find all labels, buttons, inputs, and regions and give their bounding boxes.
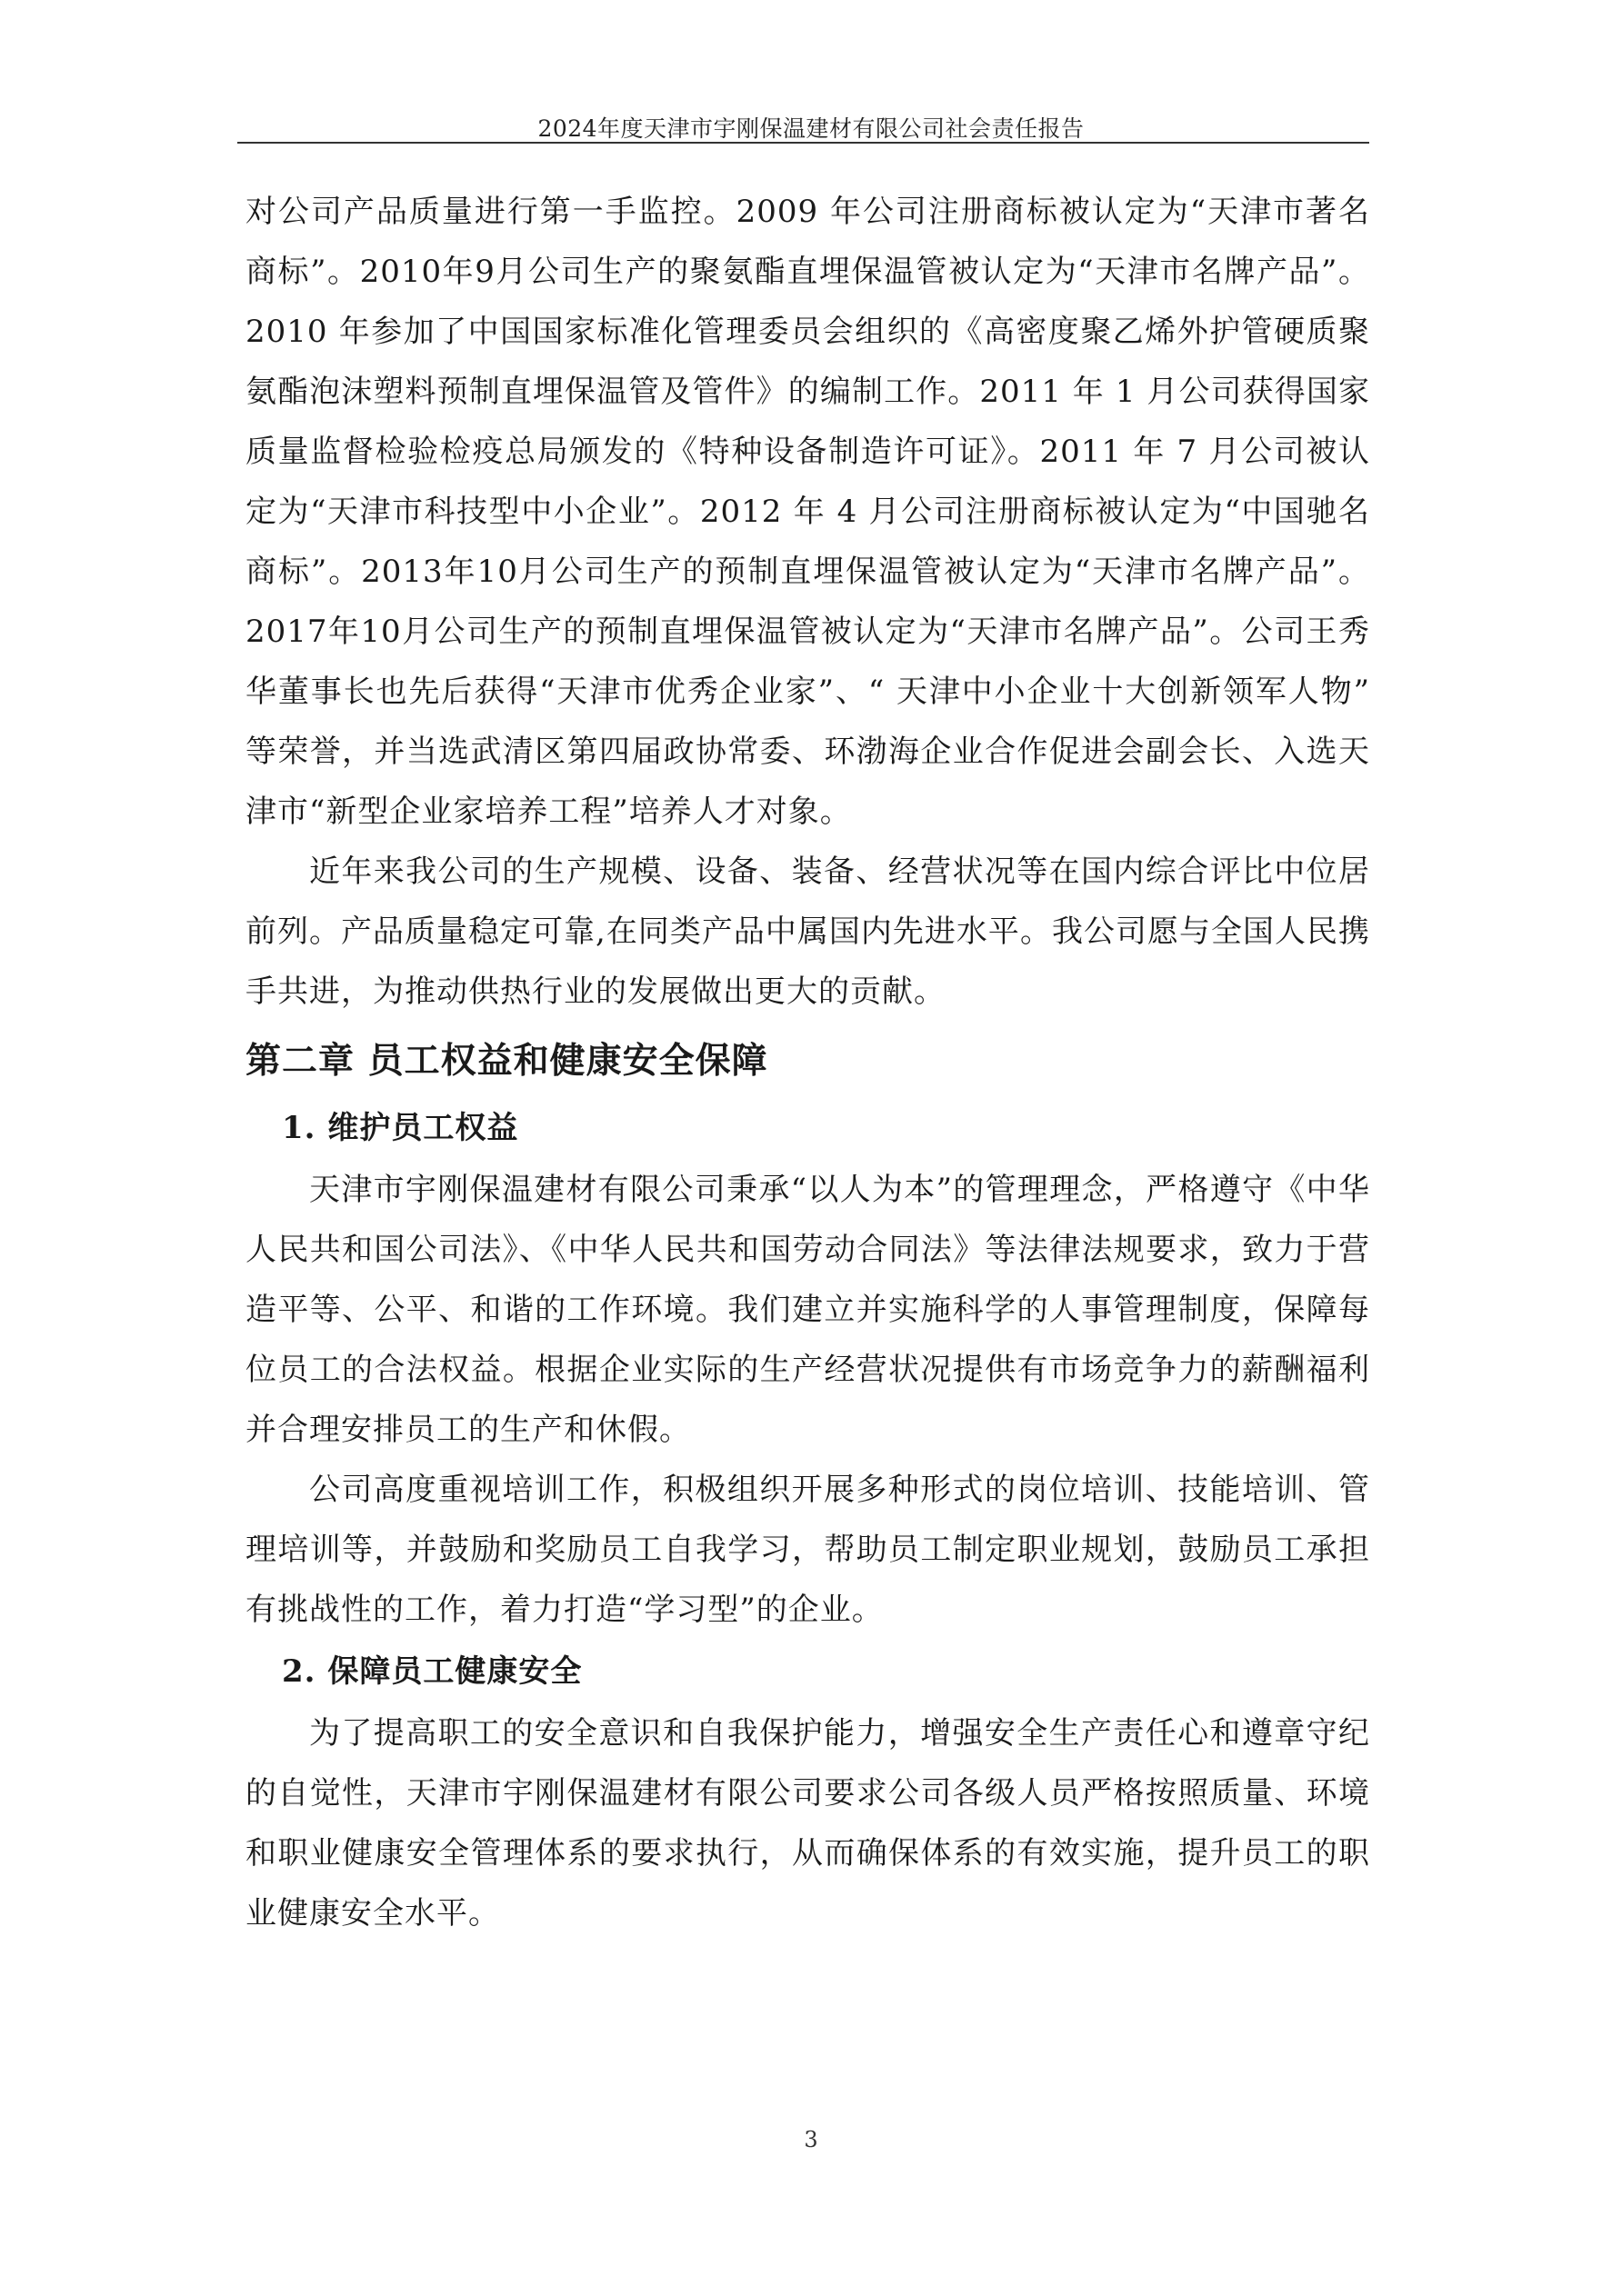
header-divider [237,142,1369,144]
paragraph-quality-honors: 对公司产品质量进行第一手监控。2009 年公司注册商标被认定为“天津市著名商标”。2010年9月公司生产的聚氨酯直埋保温管被认定为“天津市名牌产品”。2010 年参加了中国国家标准化管理委员会组织的《高密度聚乙烯外护管硬质聚氨酯泡沫塑料预制直埋保温管及管件》的编制工作。2011 年 1 月公司获得国家质量监督检验检疫总局颁发的《特种设备制造许可证》。2011 年 7 月公司被认定为“天津市科技型中小企业”。2012 年 4 月公司注册商标被认定为“中国驰名商标”。2013年10月公司生产的预制直埋保温管被认定为“天津市名牌产品”。2017年10月公司生产的预制直埋保温管被认定为“天津市名牌产品”。公司王秀华董事长也先后获得“天津市优秀企业家”、“ 天津中小企业十大创新领军人物” 等荣誉，并当选武清区第四届政协常委、环渤海企业合作促进会副会长、入选天津市“新型企业家培养工程”培养人才对象。 [245,194,1370,830]
paragraph-employee-rights: 天津市宇刚保温建材有限公司秉承“以人为本”的管理理念，严格遵守《中华人民共和国公司法》、《中华人民共和国劳动合同法》等法律法规要求，致力于营造平等、公平、和谐的工作环境。我们建立并实施科学的人事管理制度，保障每位员工的合法权益。根据企业实际的生产经营状况提供有市场竞争力的薪酬福利并合理安排员工的生产和休假。 [245,1172,1370,1448]
paragraph-company-ranking: 近年来我公司的生产规模、设备、装备、经营状况等在国内综合评比中位居前列。产品质量稳定可靠,在同类产品中属国内先进水平。我公司愿与全国人民携手共进，为推动供热行业的发展做出更大的贡献。 [245,854,1370,1010]
document-body [245,182,1370,1943]
chapter-2-heading: 第二章 员工权益和健康安全保障 [245,1041,768,1082]
section-2-heading: 2. 保障员工健康安全 [282,1653,583,1690]
paragraph-training: 公司高度重视培训工作，积极组织开展多种形式的岗位培训、技能培训、管理培训等，并鼓励和奖励员工自我学习，帮助员工制定职业规划，鼓励员工承担有挑战性的工作，着力打造“学习型”的企业。 [245,1472,1370,1628]
paragraph-health-safety: 为了提高职工的安全意识和自我保护能力，增强安全生产责任心和遵章守纪的自觉性，天津市宇刚保温建材有限公司要求公司各级人员严格按照质量、环境和职业健康安全管理体系的要求执行，从而确保体系的有效实施，提升员工的职业健康安全水平。 [245,1715,1370,1932]
page-number: 3 [804,2127,818,2152]
report-header-title: 2024年度天津市宇刚保温建材有限公司社会责任报告 [537,115,1085,142]
section-1-heading: 1. 维护员工权益 [282,1110,519,1146]
